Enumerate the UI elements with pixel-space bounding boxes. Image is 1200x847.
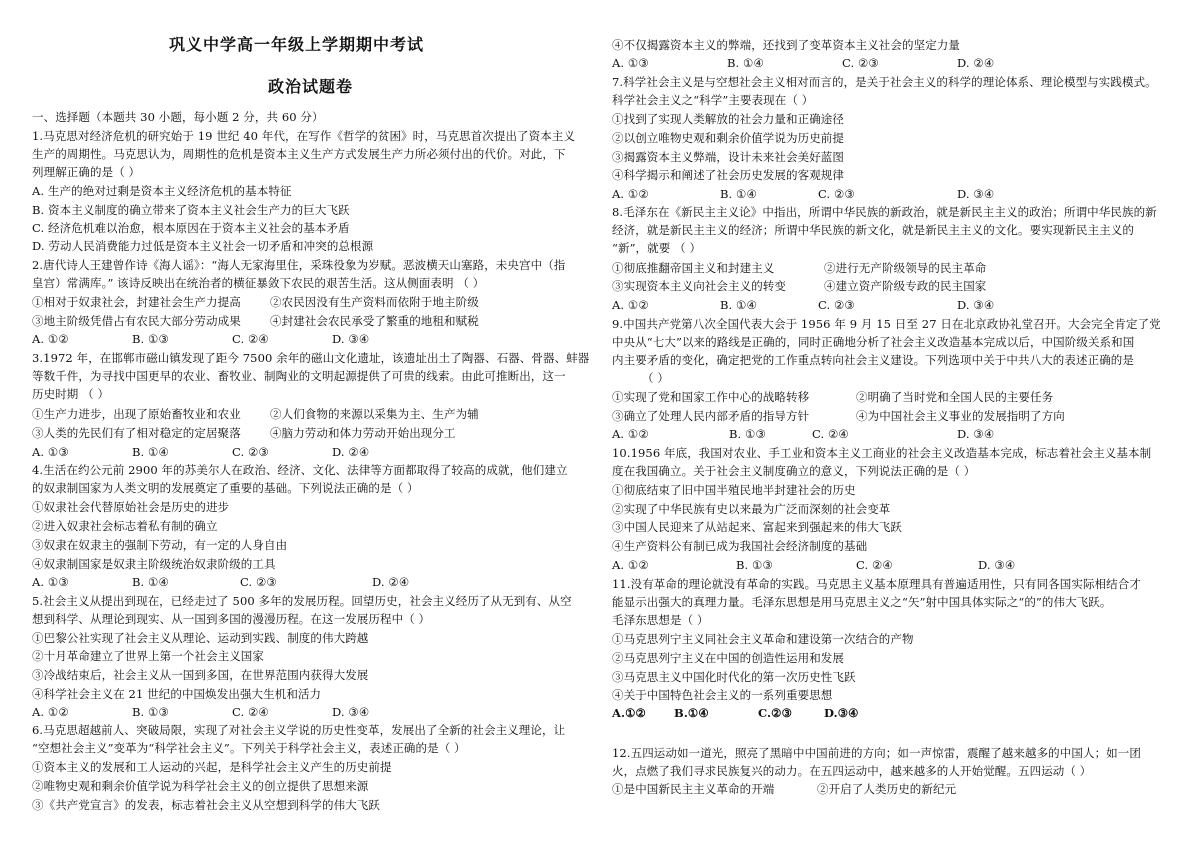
option-b: B. ①③ (729, 427, 766, 441)
question-text: 皇宫）常满库。” 该诗反映出在统治者的横征暴敛下农民的艰苦生活。这从侧面表明 （ ） (32, 276, 485, 290)
statement-2: ②开启了人类历史的新纪元 (817, 782, 957, 796)
statement-1: ①奴隶社会代替原始社会是历史的进步 (32, 500, 230, 514)
question-text: 火，点燃了我们寻求民族复兴的动力。在五四运动中，越来越多的人开始觉醒。五四运动（ ） (612, 764, 1092, 778)
statement-1: ①彻底推翻帝国主义和封建主义 (612, 261, 775, 275)
statement-4: ④科学揭示和阐述了社会历史发展的客观规律 (612, 168, 844, 182)
option-c: C. ②④ (812, 427, 849, 441)
statement-3: ③奴隶在奴隶主的强制下劳动，有一定的人身自由 (32, 538, 288, 552)
statement-4: ④科学社会主义在 21 世纪的中国焕发出强大生机和活力 (32, 687, 322, 701)
option-d: D. ②④ (332, 445, 370, 459)
question-text: 12.五四运动如一道光，照亮了黑暗中中国前进的方向；如一声惊雷，震醒了越来越多的中国人；如一团 (612, 746, 1141, 760)
question-text: 历史时期 （ ） (32, 387, 110, 401)
exam-title: 巩义中学高一年级上学期期中考试 (169, 35, 425, 54)
statement-4: ④生产资料公有制已成为我国社会经济制度的基础 (612, 539, 868, 553)
statement-2: ②进行无产阶级领导的民主革命 (824, 261, 987, 275)
question-text: 列理解正确的是（ ） (32, 165, 141, 179)
option-d: D. 劳动人民消费能力过低是资本主义社会一切矛盾和冲突的总根源 (32, 239, 374, 253)
option-d: D. ③④ (957, 427, 995, 441)
option-d: D. ②④ (957, 56, 995, 70)
option-b: B. ①④ (727, 56, 764, 70)
question-text: 的奴隶制国家为人类文明的发展奠定了重要的基础。下列说法正确的是（ ） (32, 481, 419, 495)
statement-3: ③实现资本主义向社会主义的转变 (612, 279, 786, 293)
question-text: 科学社会主义之“科学”主要表现在（ ） (612, 93, 814, 107)
question-text: 5.社会主义从提出到现在，已经走过了 500 多年的发展历程。回望历史，社会主义经历了从无到有、从空 (32, 594, 572, 608)
option-b: B. 资本主义制度的确立带来了资本主义社会生产力的巨大飞跃 (32, 203, 350, 217)
question-text: 2.唐代诗人王建曾作诗《海人谣》：“海人无家海里住，采珠役象为岁赋。恶波横天山塞路，未央宫中（指 (32, 258, 566, 272)
statement-2: ②十月革命建立了世界上第一个社会主义国家 (32, 649, 264, 663)
option-c: C. ②③ (818, 187, 855, 201)
statement-3: ③揭露资本主义弊端，设计未来社会美好蓝图 (612, 150, 844, 164)
statement-1: ①生产力进步，出现了原始畜牧业和农业 (32, 407, 241, 421)
option-a: A.①② (612, 706, 646, 720)
option-a: A. ①② (612, 187, 649, 201)
question-text: 10.1956 年底，我国对农业、手工业和资本主义工商业的社会主义改造基本完成，标志着社会主义基本制 (612, 446, 1152, 460)
statement-4: ④奴隶制国家是奴隶主阶级统治奴隶阶级的工具 (32, 557, 276, 571)
option-d: D. ③④ (978, 558, 1016, 572)
option-c: C. ②③ (232, 445, 269, 459)
question-text: 想到科学、从理论到现实、从一国到多国的漫漫历程。在这一发展历程中（ ） (32, 612, 431, 626)
statement-2: ②进入奴隶社会标志着私有制的确立 (32, 519, 218, 533)
question-text: “新”，就要 （ ） (612, 241, 702, 255)
option-b: B.①④ (674, 706, 709, 720)
statement-4: ④不仅揭露资本主义的弊端，还找到了变革资本主义社会的坚定力量 (612, 38, 960, 52)
option-a: A. ①③ (612, 56, 649, 70)
statement-4: ④封建社会农民承受了繁重的地租和赋税 (270, 314, 479, 328)
option-d: D.③④ (824, 706, 859, 720)
option-b: B. ①③ (132, 332, 169, 346)
question-text: 生产的周期性。马克思认为，周期性的危机是资本主义生产方式发展生产力所必须付出的代价。对此，下 (32, 147, 566, 161)
question-text: （ ） (642, 371, 669, 385)
option-c: C. ②④ (856, 558, 893, 572)
statement-3: ③确立了处理人民内部矛盾的指导方针 (612, 409, 810, 423)
statement-2: ②唯物史观和剩余价值学说为科学社会主义的创立提供了思想来源 (32, 779, 369, 793)
statement-3: ③地主阶级凭借占有农民大部分劳动成果 (32, 314, 241, 328)
question-text: 中央从“七大”以来的路线是正确的，同时正确地分析了社会主义改造基本完成以后，中国阶级关系和国 (612, 335, 1135, 349)
statement-4: ④关于中国特色社会主义的一系列重要思想 (612, 688, 833, 702)
statement-2: ②明确了当时党和全国人民的主要任务 (856, 390, 1054, 404)
question-text: 7.科学社会主义是与空想社会主义相对而言的，是关于社会主义的科学的理论体系、理论模型与实践模式。 (612, 75, 1157, 89)
question-text: 1.马克思对经济危机的研究始于 19 世纪 40 年代，在写作《哲学的贫困》时，马克思首次提出了资本主义 (32, 129, 576, 143)
exam-subtitle: 政治试题卷 (268, 77, 354, 96)
option-b: B. ①④ (720, 298, 757, 312)
question-text: 6.马克思超越前人、突破局限，实现了对社会主义学说的历史性变革，发展出了全新的社会主义理论，让 (32, 723, 566, 737)
section-heading: 一、选择题（本题共 30 小题，每小题 2 分，共 60 分） (32, 110, 324, 124)
option-c: C. ②③ (842, 56, 879, 70)
question-text: 内主要矛盾的变化，确定把党的工作重点转向社会主义建设。下列选项中关于中共八大的表述正确的是 (612, 353, 1134, 367)
option-b: B. ①④ (132, 575, 169, 589)
option-c: C.②③ (758, 706, 792, 720)
statement-3: ③《共产党宣言》的发表，标志着社会主义从空想到科学的伟大飞跃 (32, 798, 380, 812)
statement-2: ②农民因没有生产资料而依附于地主阶级 (270, 295, 479, 309)
option-c: C. ②④ (232, 705, 269, 719)
statement-1: ①相对于奴隶社会，封建社会生产力提高 (32, 295, 241, 309)
statement-3: ③冷战结束后，社会主义从一国到多国，在世界范围内获得大发展 (32, 668, 369, 682)
question-text: 能显示出强大的真理力量。毛泽东思想是用马克思主义之“矢”射中国具体实际之“的”的伟大飞跃。 (612, 595, 1112, 609)
option-a: A. ①② (612, 298, 649, 312)
option-a: A. ①③ (32, 575, 69, 589)
question-text: 3.1972 年，在邯郸市磁山镇发现了距今 7500 余年的磁山文化遗址，该遗址出土了陶器、石器、骨器、蚌器 (32, 351, 590, 365)
question-text: 8.毛泽东在《新民主主义论》中指出，所谓中华民族的新政治，就是新民主主义的政治；所谓中华民族的新 (612, 205, 1157, 219)
statement-2: ②人们食物的来源以采集为主、生产为辅 (270, 407, 479, 421)
option-b: B. ①③ (736, 558, 773, 572)
statement-4: ④建立资产阶级专政的民主国家 (824, 279, 987, 293)
statement-2: ②以创立唯物史观和剩余价值学说为历史前提 (612, 131, 844, 145)
question-text: “空想社会主义”变革为“科学社会主义”。下列关于科学社会主义，表述正确的是（ ） (32, 741, 466, 755)
statement-2: ②实现了中华民族有史以来最为广泛而深刻的社会变革 (612, 502, 891, 516)
option-d: D. ③④ (332, 332, 370, 346)
question-text: 9.中国共产党第八次全国代表大会于 1956 年 9 月 15 日至 27 日在北京政协礼堂召开。大会完全肯定了党 (612, 317, 1161, 331)
statement-1: ①是中国新民主主义革命的开端 (612, 782, 775, 796)
option-a: A. ①② (32, 705, 69, 719)
statement-1: ①彻底结束了旧中国半殖民地半封建社会的历史 (612, 483, 856, 497)
question-text: 经济，就是新民主主义的经济；所谓中华民族的新文化，就是新民主主义的文化。要实现新民主主义的 (612, 223, 1134, 237)
statement-4: ④脑力劳动和体力劳动开始出现分工 (270, 426, 456, 440)
statement-1: ①实现了党和国家工作中心的战略转移 (612, 390, 810, 404)
option-a: A. ①③ (32, 445, 69, 459)
statement-1: ①找到了实现人类解放的社会力量和正确途径 (612, 112, 844, 126)
option-b: B. ①④ (132, 445, 169, 459)
statement-1: ①资本主义的发展和工人运动的兴起，是科学社会主义产生的历史前提 (32, 760, 392, 774)
question-text: 4.生活在约公元前 2900 年的苏美尔人在政治、经济、文化、法律等方面都取得了较高的成就，他们建立 (32, 463, 568, 477)
question-text: 毛泽东思想是（ ） (612, 613, 709, 627)
option-c: C. 经济危机难以治愈，根本原因在于资本主义社会的基本矛盾 (32, 221, 350, 235)
statement-1: ①马克思列宁主义同社会主义革命和建设第一次结合的产物 (612, 632, 914, 646)
question-text: 等数千件，为寻找中国更早的农业、畜牧业、制陶业的文明起源提供了可贵的线索。由此可推断出，这一 (32, 369, 566, 383)
question-text: 度在我国确立。关于社会主义制度确立的意义，下列说法正确的是（ ） (612, 464, 976, 478)
statement-1: ①巴黎公社实现了社会主义从理论、运动到实践、制度的伟大跨越 (32, 631, 369, 645)
statement-3: ③人类的先民们有了相对稳定的定居聚落 (32, 426, 241, 440)
statement-3: ③马克思主义中国化时代化的第一次历史性飞跃 (612, 670, 856, 684)
option-b: B. ①④ (720, 187, 757, 201)
option-a: A. ①② (32, 332, 69, 346)
option-d: D. ③④ (332, 705, 370, 719)
option-a: A. 生产的绝对过剩是资本主义经济危机的基本特征 (32, 184, 292, 198)
option-a: A. ①② (612, 427, 649, 441)
question-text: 11.没有革命的理论就没有革命的实践。马克思主义基本原理具有普遍适用性，只有同各国实际相结合才 (612, 577, 1141, 591)
option-c: C. ②④ (232, 332, 269, 346)
statement-4: ④为中国社会主义事业的发展指明了方向 (856, 409, 1065, 423)
option-d: D. ③④ (957, 187, 995, 201)
option-c: C. ②③ (240, 575, 277, 589)
option-b: B. ①③ (132, 705, 169, 719)
option-d: D. ②④ (372, 575, 410, 589)
option-a: A. ①② (612, 558, 649, 572)
statement-2: ②马克思列宁主义在中国的创造性运用和发展 (612, 651, 844, 665)
option-c: C. ②③ (818, 298, 855, 312)
option-d: D. ③④ (957, 298, 995, 312)
statement-3: ③中国人民迎来了从站起来、富起来到强起来的伟大飞跃 (612, 520, 902, 534)
